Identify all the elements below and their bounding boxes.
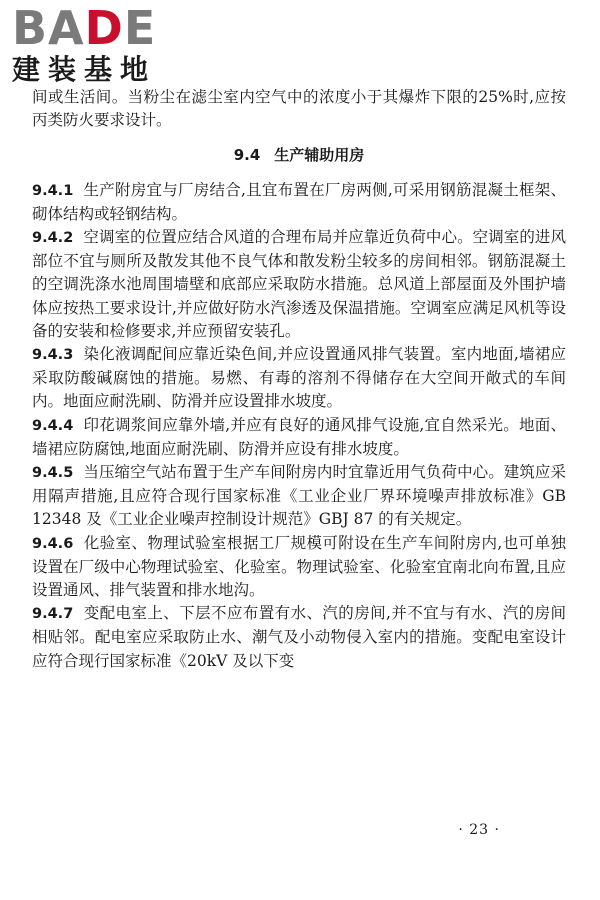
clause-9-4-2 <box>32 226 566 343</box>
clause-9-4-5 <box>32 461 566 532</box>
clause-number: 9.4.7 <box>32 606 74 623</box>
clause-9-4-6 <box>32 532 566 603</box>
clause-9-4-4 <box>32 414 566 461</box>
logo-wordmark <box>12 1 182 55</box>
clause-number: 9.4.1 <box>32 182 74 199</box>
clause-9-4-7 <box>32 602 566 673</box>
clause-text: 印花调浆间应靠外墙,并应有良好的通风排气设施,宜自然采光。地面、墙裙应防腐蚀,地面应耐洗刷、防滑并应设有排水坡度。 <box>32 415 566 458</box>
clause-number: 9.4.2 <box>32 230 74 247</box>
clause-9-4-1 <box>32 179 566 226</box>
clause-text: 生产附房宜与厂房结合,且宜布置在厂房两侧,可采用钢筋混凝土框架、砌体结构或轻钢结构。 <box>32 180 566 223</box>
clause-text: 空调室的位置应结合风道的合理布局并应靠近负荷中心。空调室的进风部位不宜与厕所及散发其他不良气体和散发粉尘较多的房间相邻。钢筋混凝土的空调洗涤水池周围墙壁和底部应采取防水措施。总风道上部屋面及外围护墙体应按热工要求设计,并应做好防水汽渗透及保温措施。空调室应满足风机等设备的安装和检修要求,并应预留安装孔。 <box>32 228 566 340</box>
logo <box>12 1 182 88</box>
document-body <box>32 86 566 673</box>
logo-letters-prefix: BA <box>12 1 85 55</box>
clause-text: 化验室、物理试验室根据工厂规模可附设在生产车间附房内,也可单独设置在厂级中心物理试验室、化验室。物理试验室、化验室宜南北向布置,且应设置通风、排气装置和排水地沟。 <box>32 533 566 600</box>
clause-text: 当压缩空气站布置于生产车间附房内时宜靠近用气负荷中心。建筑应采用隔声措施,且应符合现行国家标准《工业企业厂界环境噪声排放标准》GB 12348 及《工业企业噪声控制设计规范》GBJ 87 的有关规定。 <box>32 463 566 529</box>
section-title: 生产辅助用房 <box>274 146 365 165</box>
clause-text: 变配电室上、下层不应布置有水、汽的房间,并不宜与有水、汽的房间相贴邻。配电室应采取防止水、潮气及小动物侵入室内的措施。变配电室设计应符合现行国家标准《20kV 及以下变 <box>32 604 566 670</box>
section-number: 9.4 <box>233 146 261 165</box>
logo-letters-suffix: E <box>123 1 157 55</box>
clause-number: 9.4.4 <box>32 417 74 434</box>
page-number: · 23 · <box>458 822 500 838</box>
clause-number: 9.4.3 <box>32 347 74 364</box>
logo-letter-accent: D <box>84 1 124 55</box>
clause-text: 染化液调配间应靠近染色间,并应设置通风排气装置。室内地面,墙裙应采取防酸碱腐蚀的措施。易燃、有毒的溶剂不得储存在大空间开敞式的车间内。地面应耐洗刷、防滑并应设置排水坡度。 <box>32 345 566 411</box>
logo-subtitle: 建装基地 <box>12 53 157 86</box>
clause-number: 9.4.5 <box>32 465 74 482</box>
clause-number: 9.4.6 <box>32 535 74 552</box>
clause-9-4-3 <box>32 343 566 414</box>
intro-paragraph: 间或生活间。当粉尘在滤尘室内空气中的浓度小于其爆炸下限的25%时,应按丙类防火要求设计。 <box>32 88 566 130</box>
section-heading <box>32 144 566 167</box>
